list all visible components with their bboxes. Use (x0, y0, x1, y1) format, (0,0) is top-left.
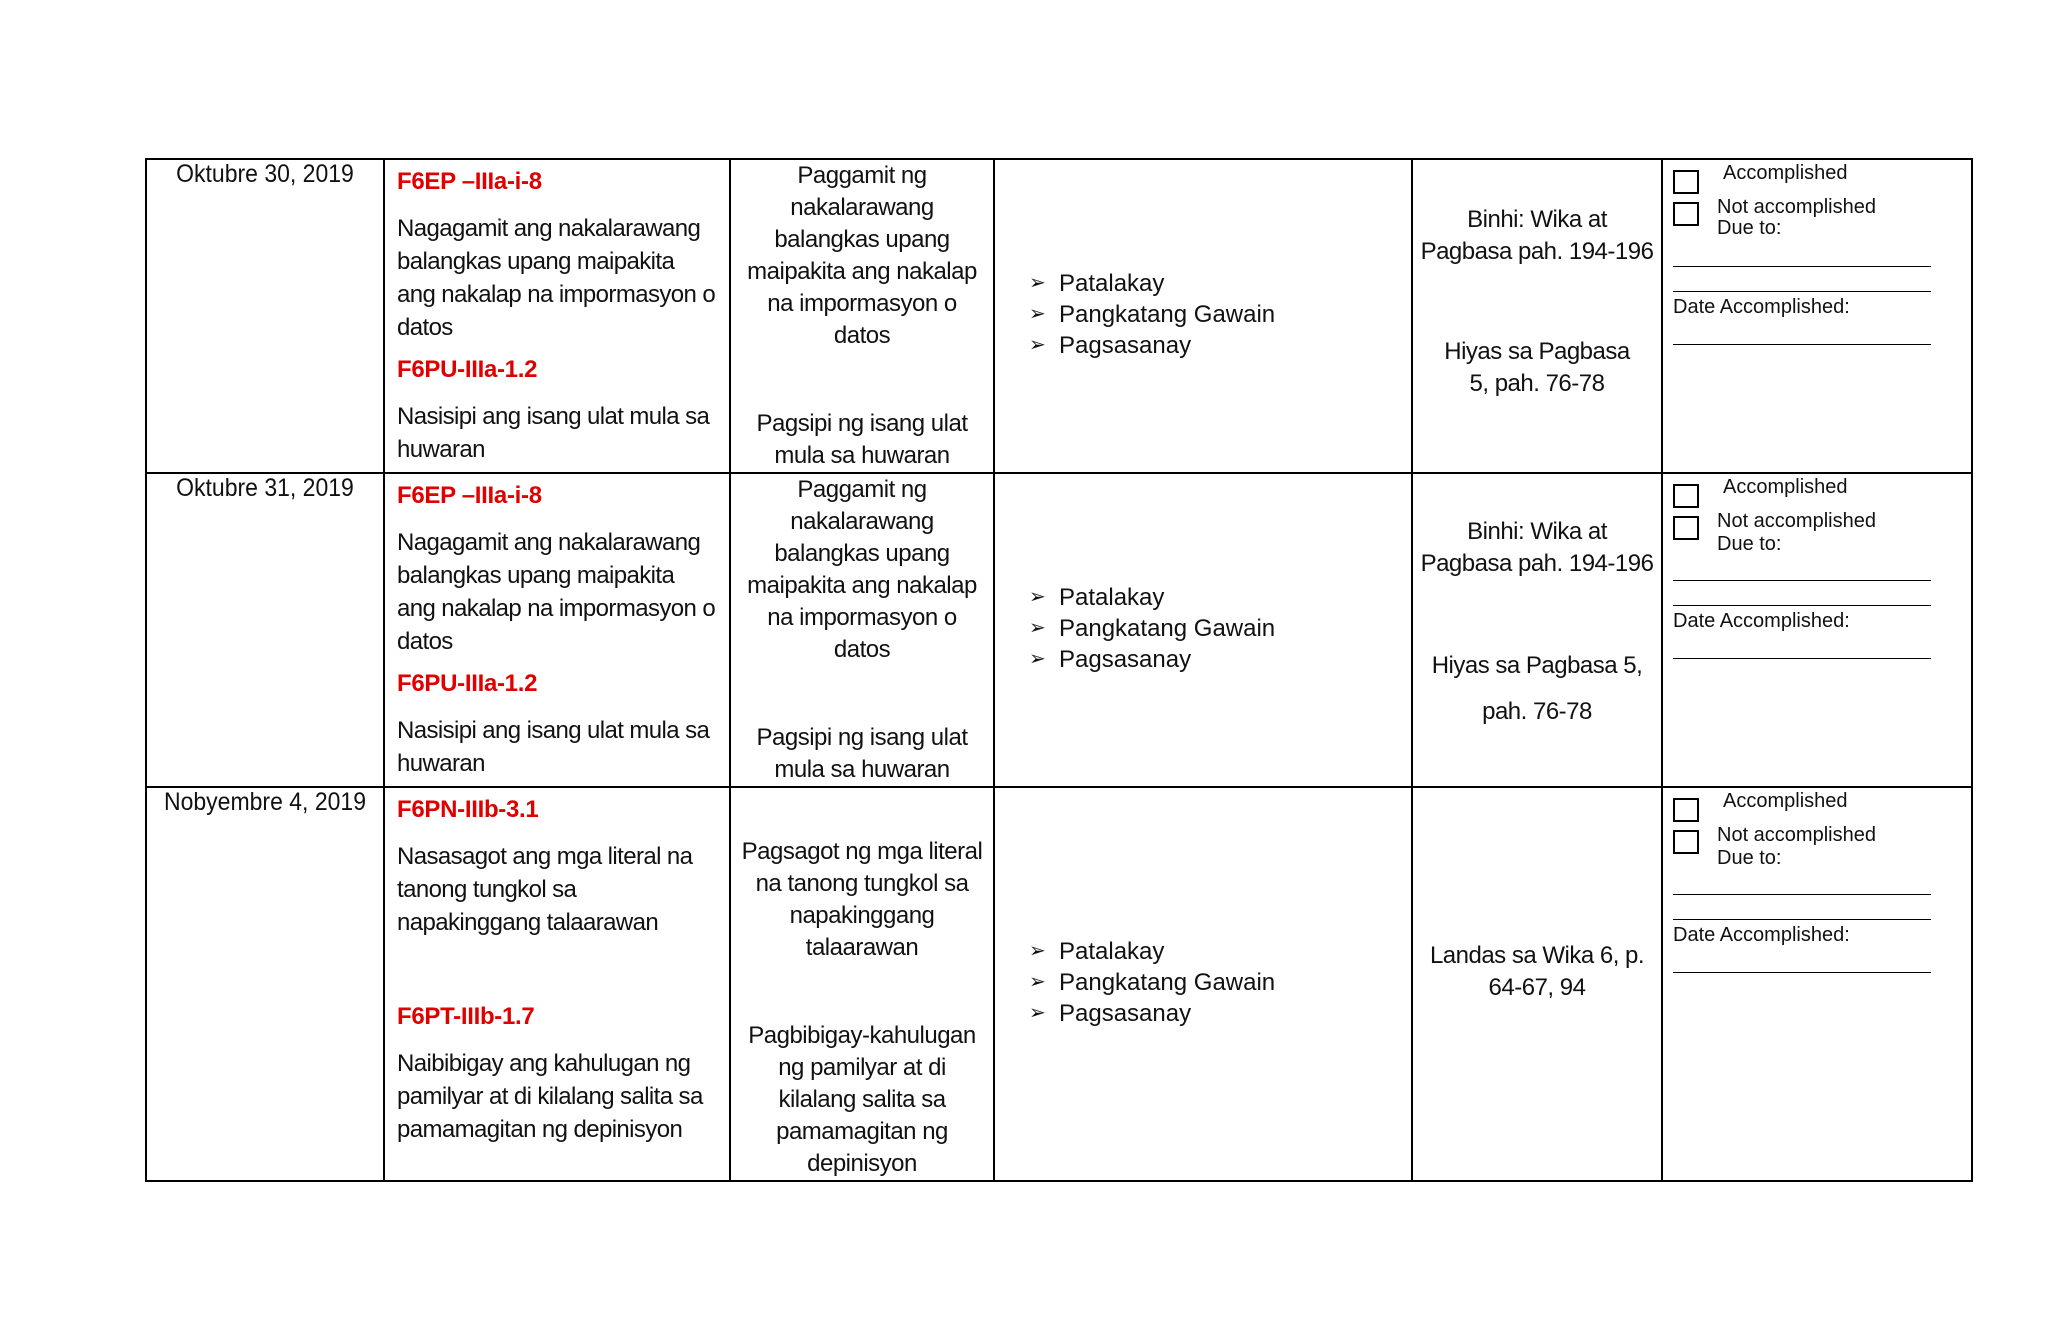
accomplished-label: Accomplished (1723, 162, 1848, 184)
list-item: ➢ Pangkatang Gawain (1029, 969, 1276, 996)
arrow-bullet-icon: ➢ (1029, 334, 1046, 356)
competency-description: Naibibigay ang kahulugan ng pamilyar at di kilalang salita sa pamamagitan ng depinisyon (397, 1050, 703, 1143)
competency-description: Nagagamit ang nakalarawang balangkas upang maipakita ang nakalap na impormasyon o datos (397, 215, 716, 341)
accomplished-label: Accomplished (1723, 790, 1848, 812)
competency-cell (384, 473, 730, 787)
date-cell (146, 159, 384, 473)
not-accomplished-checkbox[interactable] (1673, 516, 1699, 540)
reference-cell (1412, 159, 1662, 473)
topic-text: Pagbibigay-kahulugan ng pamilyar at di kilalang salita sa pamamagitan ng depinisyon (748, 1022, 976, 1177)
reference-text: pah. 76-78 (1482, 698, 1592, 725)
activities-list (1029, 936, 1411, 1029)
arrow-bullet-icon: ➢ (1029, 940, 1046, 962)
list-item: ➢ Patalakay (1029, 584, 1165, 611)
due-to-line-2 (1673, 291, 1931, 292)
topic-text: Pagsipi ng isang ulat mula sa huwaran (756, 724, 968, 783)
not-accomplished-checkbox[interactable] (1673, 202, 1699, 226)
reference-text: Hiyas sa Pagbasa 5, (1431, 652, 1643, 679)
accomplished-checkbox[interactable] (1673, 798, 1699, 822)
due-to-label: Due to: (1717, 847, 1782, 869)
topic-text: Pagsipi ng isang ulat mula sa huwaran (756, 410, 968, 469)
topic-cell (730, 473, 994, 787)
row-date: Oktubre 30, 2019 (176, 160, 354, 188)
date-cell (146, 473, 384, 787)
date-accomplished-line (1673, 972, 1931, 973)
lesson-plan-table (145, 158, 1973, 1182)
activities-list (1029, 268, 1411, 361)
accomplished-checkbox[interactable] (1673, 170, 1699, 194)
due-to-label: Due to: (1717, 217, 1782, 239)
list-item: ➢ Pangkatang Gawain (1029, 301, 1276, 328)
not-accomplished-label: Not accomplished (1717, 196, 1876, 218)
arrow-bullet-icon: ➢ (1029, 1002, 1046, 1024)
arrow-bullet-icon: ➢ (1029, 648, 1046, 670)
competency-description: Nasasagot ang mga literal na tanong tungkol sa napakinggang talaarawan (397, 843, 693, 936)
row-date: Nobyembre 4, 2019 (163, 788, 367, 816)
topic-text: Paggamit ng nakalarawang balangkas upang maipakita ang nakalap na impormasyon o datos (747, 162, 977, 349)
arrow-bullet-icon: ➢ (1029, 971, 1046, 993)
list-item: ➢ Pangkatang Gawain (1029, 615, 1276, 642)
not-accomplished-label: Not accomplished (1717, 510, 1876, 532)
list-item: ➢ Pagsasanay (1029, 1000, 1192, 1027)
competency-code: F6PU-IIIa-1.2 (397, 356, 538, 383)
competency-code: F6PN-IIIb-3.1 (397, 796, 539, 823)
date-accomplished-label: Date Accomplished: (1673, 610, 1850, 632)
competency-cell (384, 159, 730, 473)
topic-text: Paggamit ng nakalarawang balangkas upang maipakita ang nakalap na impormasyon o datos (747, 476, 977, 663)
date-accomplished-label: Date Accomplished: (1673, 924, 1850, 946)
topic-cell (730, 159, 994, 473)
row-date: Oktubre 31, 2019 (176, 474, 354, 502)
due-to-line-1 (1673, 266, 1931, 267)
date-accomplished-label: Date Accomplished: (1673, 296, 1850, 318)
status-cell (1662, 473, 1972, 787)
competency-code: F6PU-IIIa-1.2 (397, 670, 538, 697)
competency-description: Nasisipi ang isang ulat mula sa huwaran (397, 717, 710, 777)
list-item: ➢ Pagsasanay (1029, 646, 1192, 673)
not-accomplished-checkbox[interactable] (1673, 830, 1699, 854)
date-cell (146, 787, 384, 1181)
competency-code: F6PT-IIIb-1.7 (397, 1003, 535, 1030)
reference-text: Landas sa Wika 6, p. 64-67, 94 (1429, 942, 1645, 1001)
date-accomplished-line (1673, 344, 1931, 345)
accomplished-label: Accomplished (1723, 476, 1848, 498)
competency-code: F6EP –IIIa-i-8 (397, 482, 542, 509)
due-to-label: Due to: (1717, 533, 1782, 555)
activities-cell (994, 159, 1412, 473)
arrow-bullet-icon: ➢ (1029, 586, 1046, 608)
reference-text: Binhi: Wika at Pagbasa pah. 194-196 (1420, 518, 1654, 577)
topic-cell (730, 787, 994, 1181)
status-cell (1662, 159, 1972, 473)
list-item: ➢ Patalakay (1029, 938, 1165, 965)
activities-cell (994, 473, 1412, 787)
due-to-line-2 (1673, 919, 1931, 920)
arrow-bullet-icon: ➢ (1029, 303, 1046, 325)
list-item: ➢ Pagsasanay (1029, 332, 1192, 359)
accomplished-checkbox[interactable] (1673, 484, 1699, 508)
date-accomplished-line (1673, 658, 1931, 659)
topic-text: Pagsagot ng mga literal na tanong tungkol sa napakinggang talaarawan (741, 838, 983, 961)
competency-description: Nagagamit ang nakalarawang balangkas upang maipakita ang nakalap na impormasyon o datos (397, 529, 716, 655)
list-item: ➢ Patalakay (1029, 270, 1165, 297)
due-to-line-2 (1673, 605, 1931, 606)
table-row (146, 787, 1972, 1181)
reference-cell (1412, 473, 1662, 787)
reference-cell (1412, 787, 1662, 1181)
competency-code: F6EP –IIIa-i-8 (397, 168, 542, 195)
arrow-bullet-icon: ➢ (1029, 617, 1046, 639)
table-row (146, 473, 1972, 787)
arrow-bullet-icon: ➢ (1029, 272, 1046, 294)
reference-text: Binhi: Wika at Pagbasa pah. 194-196 (1420, 206, 1654, 265)
competency-cell (384, 787, 730, 1181)
not-accomplished-label: Not accomplished (1717, 824, 1876, 846)
activities-cell (994, 787, 1412, 1181)
due-to-line-1 (1673, 580, 1931, 581)
table-row (146, 159, 1972, 473)
reference-text: Hiyas sa Pagbasa 5, pah. 76-78 (1444, 338, 1630, 397)
status-cell (1662, 787, 1972, 1181)
due-to-line-1 (1673, 894, 1931, 895)
competency-description: Nasisipi ang isang ulat mula sa huwaran (397, 403, 710, 463)
activities-list (1029, 582, 1411, 675)
